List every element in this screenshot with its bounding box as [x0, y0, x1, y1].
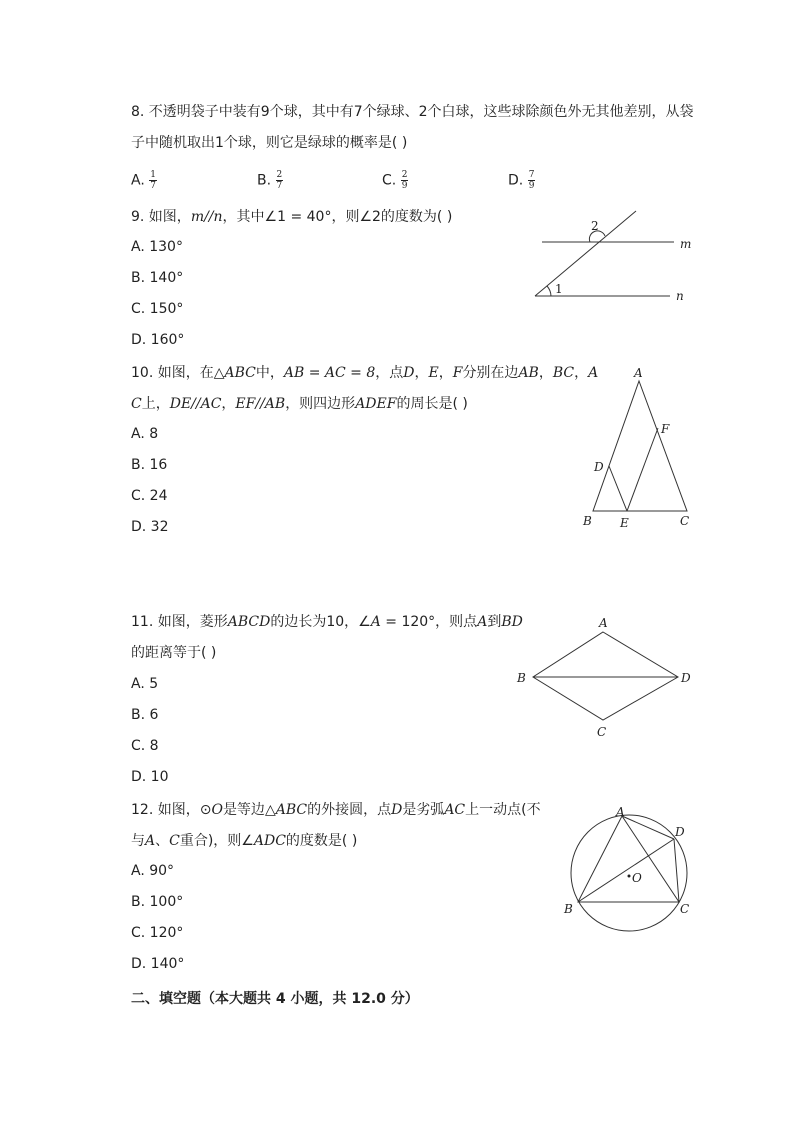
q12-option-b[interactable]: B. 100°	[131, 894, 184, 910]
label-1: 1	[555, 282, 563, 296]
q8-text-line2: 子中随机取出1个球，则它是绿球的概率是( )	[131, 135, 408, 151]
fraction: $\frac{2}{9}$	[401, 170, 408, 191]
q8-option-a[interactable]: A. $\frac{1}{7}$	[131, 170, 156, 191]
center-point-o	[628, 875, 631, 878]
q10-option-c[interactable]: C. 24	[131, 488, 168, 504]
q9-option-a[interactable]: A. 130°	[131, 239, 183, 255]
q10-option-d[interactable]: D. 32	[131, 519, 169, 535]
label-O: O	[632, 871, 642, 885]
label-A: A	[599, 616, 608, 630]
label-D: D	[675, 825, 685, 839]
q12-option-c[interactable]: C. 120°	[131, 925, 184, 941]
q12-option-a[interactable]: A. 90°	[131, 863, 175, 879]
label-A: A	[616, 805, 625, 819]
q9-option-c[interactable]: C. 150°	[131, 301, 184, 317]
label-n: n	[676, 289, 684, 303]
section-2-heading: 二、填空题（本大题共 4 小题，共 12.0 分）	[131, 991, 419, 1007]
q11-text-line2: 的距离等于( )	[131, 645, 217, 661]
q12-text-line1: 12. 如图，⊙O是等边△ABC的外接圆，点D是劣弧AC上一动点(不	[131, 802, 541, 818]
q11-option-a[interactable]: A. 5	[131, 676, 159, 692]
q12-option-d[interactable]: D. 140°	[131, 956, 185, 972]
segment-dc	[674, 839, 679, 902]
q8-option-b[interactable]: B. $\frac{2}{7}$	[257, 170, 283, 191]
label-D: D	[594, 460, 604, 474]
label-B: B	[583, 514, 592, 528]
circle-o	[571, 815, 690, 931]
q10-option-b[interactable]: B. 16	[131, 457, 168, 473]
q8-text-line1: 8. 不透明袋子中装有9个球，其中有7个绿球、2个白球，这些球除颜色外无其他差别，从袋	[131, 104, 694, 120]
label-C: C	[597, 725, 607, 739]
segment-bd	[578, 839, 674, 902]
q12-text-line2: 与A、C重合)，则∠ADC的度数是( )	[131, 833, 358, 849]
label-C: C	[680, 902, 690, 916]
fraction: $\frac{7}{9}$	[528, 170, 535, 191]
q10-text-line1: 10. 如图，在△ABC中，AB = AC = 8，点D，E，F分别在边AB，BC，A	[131, 365, 599, 381]
q11-option-d[interactable]: D. 10	[131, 769, 169, 785]
label-C: C	[680, 514, 690, 528]
label-E: E	[620, 516, 629, 530]
q10-option-a[interactable]: A. 8	[131, 426, 159, 442]
q9-text: 9. 如图，m//n，其中∠1 = 40°，则∠2的度数为( )	[131, 209, 453, 225]
label-A: A	[634, 366, 643, 380]
q9-option-b[interactable]: B. 140°	[131, 270, 184, 286]
fraction: $\frac{2}{7}$	[276, 170, 283, 191]
q10-text-line2: C上，DE//AC，EF//AB，则四边形ADEF的周长是( )	[131, 396, 468, 412]
q11-text-line1: 11. 如图，菱形ABCD的边长为10，∠A = 120°，则点A到BD	[131, 614, 523, 630]
fraction: $\frac{1}{7}$	[150, 170, 156, 191]
q11-option-b[interactable]: B. 6	[131, 707, 159, 723]
triangle-abc	[578, 816, 679, 902]
q11-option-c[interactable]: C. 8	[131, 738, 159, 754]
label-m: m	[680, 237, 692, 251]
q8-option-d[interactable]: D. $\frac{7}{9}$	[508, 170, 535, 191]
q8-option-c[interactable]: C. $\frac{2}{9}$	[382, 170, 408, 191]
label-D: D	[681, 671, 691, 685]
q9-option-d[interactable]: D. 160°	[131, 332, 185, 348]
label-B: B	[517, 671, 526, 685]
label-F: F	[661, 422, 670, 436]
label-B: B	[564, 902, 573, 916]
label-2: 2	[591, 219, 599, 233]
